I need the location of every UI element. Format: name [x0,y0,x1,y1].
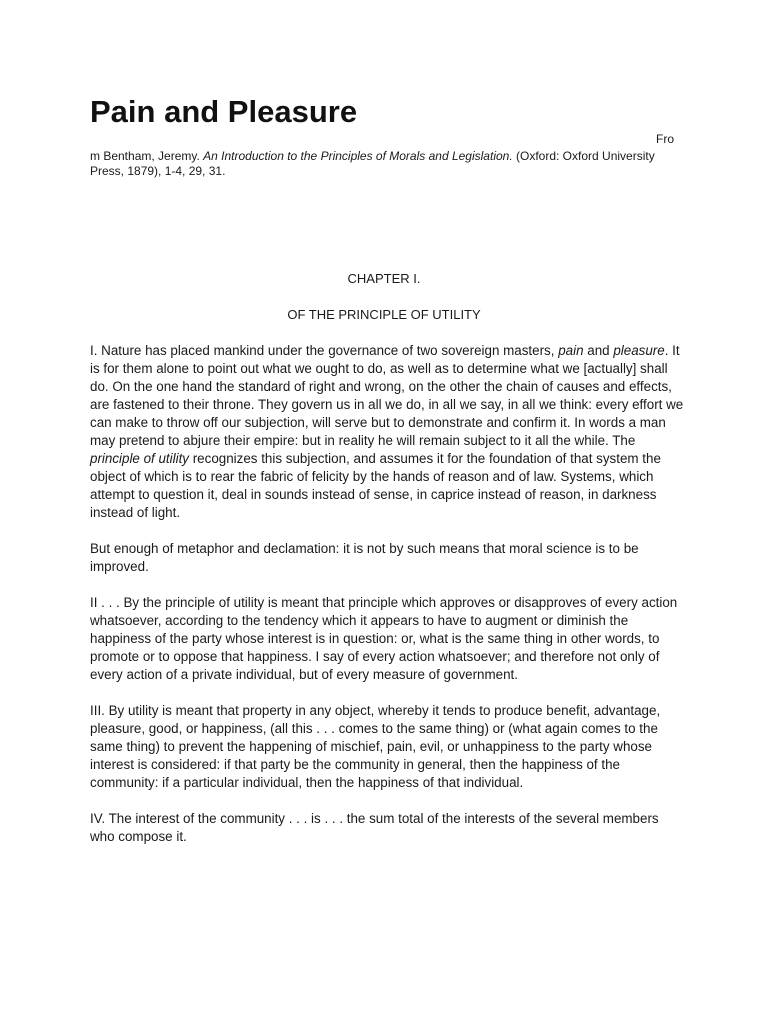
paragraph-4: III. By utility is meant that property in any object, whereby it tends to produce benefit, advantage, pleasure, good, or happiness, (all this . . . comes to the same thing) or (what again comes to the same thing) to prevent the happening of mischief, pain, evil, or unhappiness to the party whose interest is considered: if that party be the community in general, then the happiness of the community: if a particular individual, then the happiness of that individual. [90,703,661,790]
paragraph-1-text-b: and [583,343,614,358]
chapter-number: CHAPTER I. [347,271,421,286]
chapter-title: OF THE PRINCIPLE OF UTILITY [287,307,481,322]
citation-book-title: An Introduction to the Principles of Morals and Legislation. [203,149,513,163]
citation-prefix: m Bentham, Jeremy. [90,149,204,163]
paragraph-1 [90,342,684,522]
paragraph-1-text-c: . It is for them alone to point out what we ought to do, as well as to determine what we [actually] shall do. On the one hand the standard of right and wrong, on the other the chain of causes and effects, are fastened to their throne. They govern us in all we do, in all we say, in all we think: every effort we can make to throw off our subjection, will serve but to demonstrate and confirm it. In words a man may pretend to abjure their empire: but in reality he will remain subject to it all the while. The [90,343,684,448]
emphasis-pain: pain [558,343,584,358]
paragraph-5: IV. The interest of the community . . . is . . . the sum total of the interests of the several members who compose it. [90,811,659,844]
page-title: Pain and Pleasure [90,94,358,129]
emphasis-principle-of-utility: principle of utility [90,451,189,466]
paragraph-1-text-d: recognizes this subjection, and assumes it for the foundation of that system the object of which is to rear the fabric of felicity by the hands of reason and of law. Systems, which attempt to question it, deal in sounds instead of sense, in caprice instead of reason, in darkness instead of light. [90,451,661,520]
citation [90,149,680,179]
citation-suffix: (Oxford: Oxford University Press, 1879), 1-4, 29, 31. [90,149,655,178]
paragraph-3: II . . . By the principle of utility is meant that principle which approves or disapproves of every action whatsoever, according to the tendency which it appears to have to augment or diminish the happiness of the party whose interest is in question: or, what is the same thing in other words, to promote or to oppose that happiness. I say of every action whatsoever; and therefore not only of every action of a private individual, but of every measure of government. [90,595,678,682]
paragraph-1-text-a: I. Nature has placed mankind under the governance of two sovereign masters, [90,343,559,358]
body-text [90,342,684,864]
paragraph-2: But enough of metaphor and declamation: it is not by such means that moral science is to be improved. [90,541,639,574]
emphasis-pleasure: pleasure [613,343,665,358]
citation-fragment: Fro [656,132,674,146]
